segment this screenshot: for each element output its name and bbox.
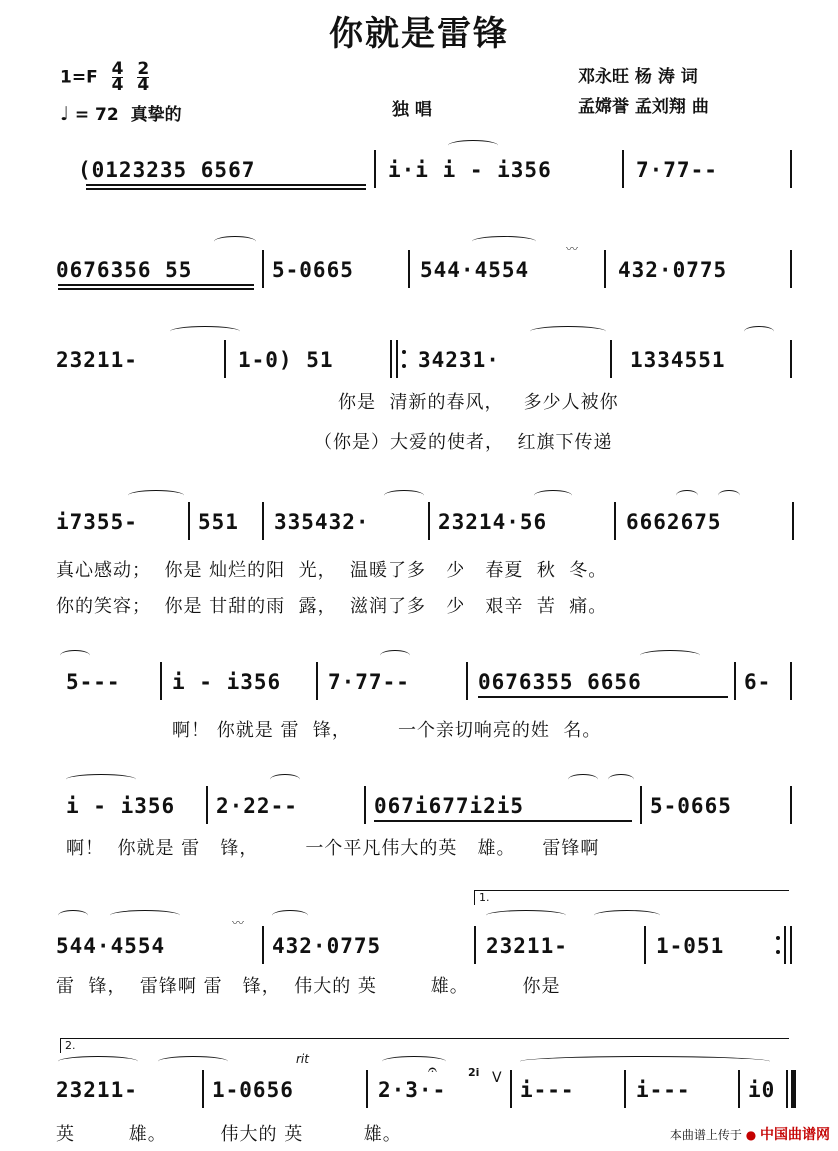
system-5-measure-3: 7·77-- — [328, 670, 410, 694]
barline — [790, 786, 792, 824]
barline — [408, 250, 410, 288]
tie-slur — [128, 490, 184, 501]
tie-slur — [60, 650, 90, 661]
barline — [644, 926, 646, 964]
barline — [374, 150, 376, 188]
repeat-barline — [790, 926, 792, 964]
repeat-dot — [402, 350, 406, 354]
performance-note: 独 唱 — [392, 100, 432, 120]
system-8-measure-6: i0 — [748, 1078, 776, 1102]
page-title: 你就是雷锋 — [329, 14, 509, 54]
fermata-icon: 𝄐 — [428, 1060, 437, 1079]
tie-slur — [384, 490, 424, 501]
beam-line — [86, 188, 366, 190]
tie-slur — [608, 774, 634, 785]
breath-mark: V — [492, 1070, 502, 1086]
repeat-dot — [776, 936, 780, 940]
system-6-measure-3: 067i677i2i5 — [374, 794, 525, 818]
tie-slur — [170, 326, 240, 337]
system-7-measure-3: 23211- — [486, 934, 568, 958]
system-3-lyric-verse-1: 你是 清新的春风， 多少人被你 — [338, 392, 619, 413]
tie-slur — [520, 1056, 770, 1067]
mordent-icon: 〰 — [566, 242, 579, 256]
barline — [790, 340, 792, 378]
mordent-icon: 〰 — [232, 916, 245, 930]
system-2-measure-4: 432·0775 — [618, 258, 728, 282]
tie-slur — [594, 910, 660, 921]
barline — [734, 662, 736, 700]
barline — [474, 926, 476, 964]
tie-slur — [66, 774, 136, 785]
footer-watermark — [670, 1124, 830, 1144]
barline — [790, 250, 792, 288]
ritardando-mark: rit — [296, 1052, 309, 1066]
barline — [224, 340, 226, 378]
beam-line — [58, 288, 254, 290]
final-barline-thin — [786, 1070, 788, 1108]
system-8-measure-2: 1-0656 — [212, 1078, 294, 1102]
grace-note: 2i — [468, 1066, 480, 1079]
system-8-measure-4: i--- — [520, 1078, 575, 1102]
tie-slur — [676, 490, 698, 501]
tie-slur — [472, 236, 536, 247]
barline — [622, 150, 624, 188]
system-4-measure-2: 551 — [198, 510, 239, 534]
system-8-measure-1: 23211- — [56, 1078, 138, 1102]
barline — [624, 1070, 626, 1108]
system-6-measure-1: i - i356 — [66, 794, 176, 818]
barline — [604, 250, 606, 288]
system-7-lyric: 雷 锋， 雷锋啊 雷 锋， 伟大的 英 雄。 你是 — [56, 976, 561, 997]
system-3-measure-1: 23211- — [56, 348, 138, 372]
expression-mark: 真挚的 — [130, 105, 182, 125]
system-8-lyric: 英 雄。 伟大的 英 雄。 — [56, 1124, 402, 1145]
time-signature-2-4: $\frac{2}{4}$ — [137, 59, 150, 95]
beam-line — [86, 184, 366, 186]
system-4-lyric-verse-2: 你的笑容； 你是 甘甜的雨 露， 滋润了多 少 艰辛 苦 痛。 — [56, 596, 608, 617]
system-6-lyric: 啊！ 你就是 雷 锋， 一个平凡伟大的英 雄。 雷锋啊 — [66, 838, 600, 859]
lyricist-credit: 邓永旺 杨 涛 词 — [578, 67, 698, 87]
barline — [160, 662, 162, 700]
repeat-barline — [390, 340, 392, 378]
tie-slur — [158, 1056, 228, 1067]
system-4-measure-4: 23214·56 — [438, 510, 548, 534]
system-5-measure-1: 5--- — [66, 670, 121, 694]
system-2-measure-1: 0676356 55 — [56, 258, 193, 282]
key-label: 1=F — [60, 67, 98, 88]
tie-slur — [486, 910, 566, 921]
composer-credit: 孟嫦誉 孟刘翔 曲 — [578, 97, 709, 117]
tie-slur — [270, 774, 300, 785]
system-3-measure-3: 34231· — [418, 348, 500, 372]
barline — [262, 926, 264, 964]
tie-slur — [58, 1056, 138, 1067]
system-8-measure-5: i--- — [636, 1078, 691, 1102]
barline — [610, 340, 612, 378]
barline — [792, 502, 794, 540]
system-1-measure-2: i·i i - i356 — [388, 158, 552, 182]
barline — [510, 1070, 512, 1108]
barline — [202, 1070, 204, 1108]
system-2-measure-2: 5-0665 — [272, 258, 354, 282]
tie-slur — [640, 650, 700, 661]
barline — [366, 1070, 368, 1108]
barline — [614, 502, 616, 540]
tie-slur — [568, 774, 598, 785]
footer-brand: 中国曲谱网 — [760, 1127, 830, 1143]
quarter-note-icon: ♩ — [60, 103, 69, 125]
system-4-measure-3: 335432· — [274, 510, 370, 534]
barline — [316, 662, 318, 700]
barline — [790, 150, 792, 188]
tie-slur — [58, 910, 88, 921]
tie-slur — [448, 140, 498, 151]
repeat-dot — [402, 364, 406, 368]
barline — [640, 786, 642, 824]
repeat-barline — [396, 340, 398, 378]
barline — [262, 250, 264, 288]
system-1-measure-3: 7·77-- — [636, 158, 718, 182]
system-3-lyric-verse-2: （你是）大爱的使者， 红旗下传递 — [314, 432, 613, 453]
repeat-dot — [776, 950, 780, 954]
volta-first-ending: 1. — [474, 890, 789, 905]
system-5-lyric: 啊！ 你就是 雷 锋， 一个亲切响亮的姓 名。 — [172, 720, 602, 741]
beam-line — [478, 696, 728, 698]
system-5-measure-4: 0676355 6656 — [478, 670, 642, 694]
volta-second-ending: 2. — [60, 1038, 789, 1053]
barline — [262, 502, 264, 540]
final-barline-thick — [791, 1070, 796, 1108]
system-8-measure-3: 2·3·- — [378, 1078, 447, 1102]
tie-slur — [214, 236, 256, 247]
system-4-measure-1: i7355- — [56, 510, 138, 534]
system-6-measure-4: 5-0665 — [650, 794, 732, 818]
beam-line — [374, 820, 632, 822]
tie-slur — [272, 910, 308, 921]
system-7-measure-4: 1-051 — [656, 934, 725, 958]
tie-slur — [110, 910, 180, 921]
tie-slur — [744, 326, 774, 337]
system-7-measure-1: 544·4554 — [56, 934, 166, 958]
system-2-measure-3: 544·4554 — [420, 258, 530, 282]
barline — [790, 662, 792, 700]
barline — [428, 502, 430, 540]
footer-text: 本曲谱上传于 — [669, 1128, 742, 1142]
system-7-measure-2: 432·0775 — [272, 934, 382, 958]
barline — [738, 1070, 740, 1108]
system-5-measure-5: 6- — [744, 670, 772, 694]
barline — [188, 502, 190, 540]
tie-slur — [530, 326, 606, 337]
site-logo-icon: ● — [745, 1128, 757, 1142]
system-6-measure-2: 2·22-- — [216, 794, 298, 818]
system-4-lyric-verse-1: 真心感动； 你是 灿烂的阳 光， 温暖了多 少 春夏 秋 冬。 — [56, 560, 608, 581]
barline — [364, 786, 366, 824]
tie-slur — [534, 490, 572, 501]
system-5-measure-2: i - i356 — [172, 670, 282, 694]
system-3-measure-4: 1334551 — [630, 348, 726, 372]
repeat-barline — [784, 926, 786, 964]
time-signature-4-4: $\frac{4}{4}$ — [111, 59, 124, 95]
system-3-measure-2: 1-0) 51 — [238, 348, 334, 372]
barline — [466, 662, 468, 700]
tempo-marking: ♩ = 72 真挚的 — [60, 103, 182, 125]
system-1-measure-1: (0123235 6567 — [78, 158, 256, 182]
tie-slur — [380, 650, 410, 661]
beam-line — [58, 284, 254, 286]
tie-slur — [718, 490, 740, 501]
system-4-measure-5: 6662675 — [626, 510, 722, 534]
barline — [206, 786, 208, 824]
key-signature — [60, 59, 150, 95]
